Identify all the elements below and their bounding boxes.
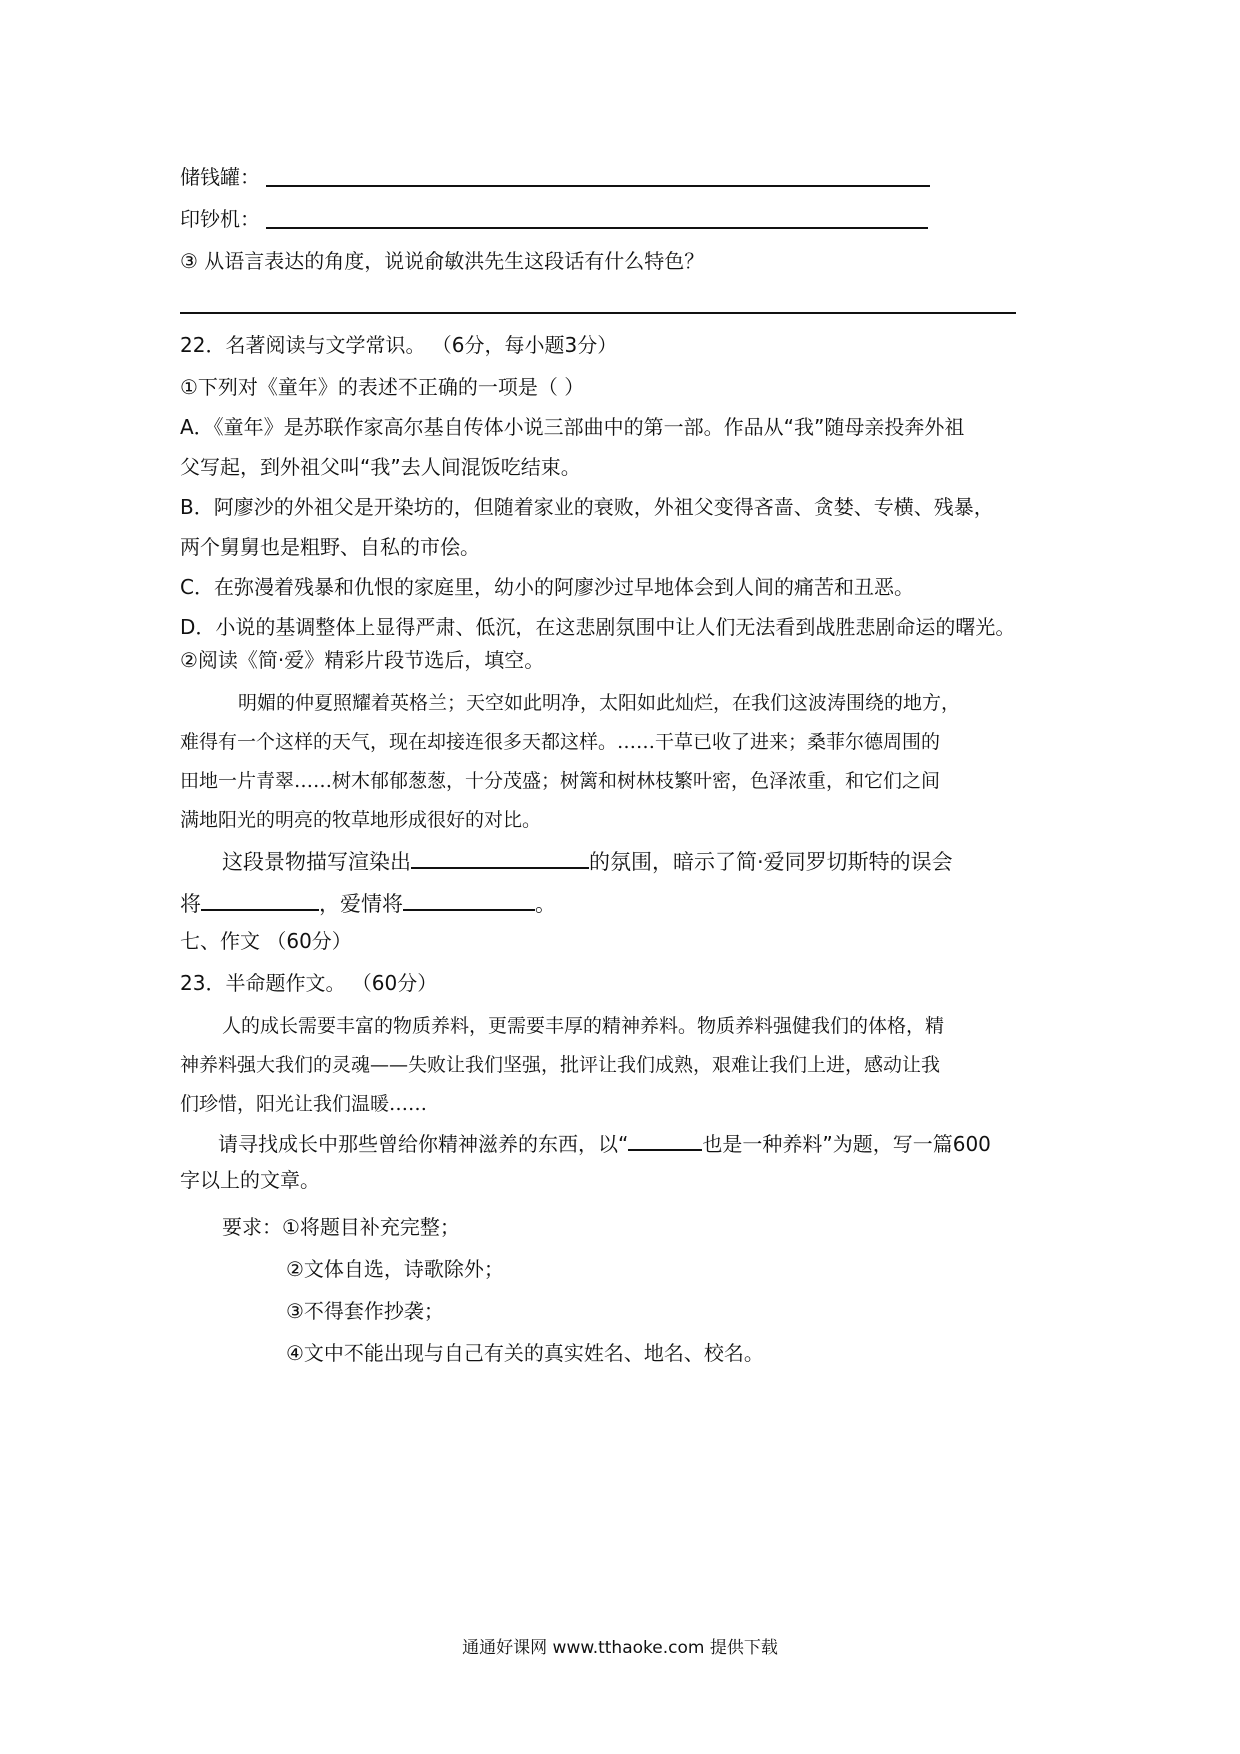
- jane-eyre-excerpt-line3: 田地一片青翠……树木郁郁葱葱，十分茂盛；树篱和树林枝繁叶密，色泽浓重，和它们之间: [180, 770, 941, 792]
- essay-intro-line2: 神养料强大我们的灵魂——失败让我们坚强，批评让我们成熟，艰难让我们上进，感动让我: [180, 1054, 941, 1076]
- option-d: D．小说的基调整体上显得严肃、低沉，在这悲剧氛围中让人们无法看到战胜悲剧命运的曙光。: [180, 615, 1016, 639]
- jane-eyre-excerpt-line4: 满地阳光的明亮的牧草地形成很好的对比。: [180, 809, 542, 831]
- money-printer-label: 印钞机：: [180, 207, 260, 231]
- jane-eyre-excerpt-line1: 明媚的仲夏照耀着英格兰；天空如此明净，太阳如此灿烂，在我们这波涛围绕的地方，: [238, 692, 961, 714]
- option-c: C．在弥漫着残暴和仇恨的家庭里，幼小的阿廖沙过早地体会到人间的痛苦和丑恶。: [180, 575, 914, 599]
- prompt-a-text: 请寻找成长中那些曾给你精神滋养的东西，以“: [218, 1132, 629, 1156]
- fill-1a-text: 这段景物描写渲染出: [222, 850, 411, 874]
- section7-heading: 七、作文 （60分）: [180, 929, 352, 953]
- option-b-line2: 两个舅舅也是粗野、自私的市侩。: [180, 535, 480, 559]
- essay-intro-line3: 们珍惜，阳光让我们温暖……: [180, 1093, 428, 1115]
- requirement-1: 要求：①将题目补充完整；: [222, 1215, 460, 1239]
- essay-prompt-line2: 字以上的文章。: [180, 1168, 320, 1192]
- prompt-b-text: 也是一种养料”为题，写一篇600: [702, 1132, 991, 1156]
- fill-blank-line2: [180, 887, 556, 919]
- q22-sub1: ①下列对《童年》的表述不正确的一项是（ ）: [180, 375, 585, 399]
- option-b-line1: B．阿廖沙的外祖父是开染坊的，但随着家业的衰败，外祖父变得吝啬、贪婪、专横、残暴，: [180, 495, 994, 519]
- q23-heading: 23．半命题作文。 （60分）: [180, 971, 438, 995]
- jane-eyre-excerpt-line2: 难得有一个这样的天气，现在却接连很多天都这样。……干草已收了进来；桑菲尔德周围的: [180, 731, 941, 753]
- fill-2c-text: 。: [535, 892, 556, 916]
- q21-sub3-answer-line[interactable]: [180, 312, 1016, 314]
- piggy-bank-answer-line[interactable]: [266, 185, 930, 187]
- essay-intro-line1: 人的成长需要丰富的物质养料，更需要丰厚的精神养料。物质养料强健我们的体格，精: [222, 1015, 945, 1037]
- option-a-line1: A．《童年》是苏联作家高尔基自传体小说三部曲中的第一部。作品从“我”随母亲投奔外祖: [180, 415, 965, 439]
- money-printer-answer-line[interactable]: [266, 227, 928, 229]
- love-blank[interactable]: [403, 887, 535, 911]
- atmosphere-blank[interactable]: [411, 845, 589, 869]
- fill-blank-line1: [222, 845, 953, 877]
- requirement-3: ③不得套作抄袭；: [286, 1299, 444, 1323]
- requirement-2: ②文体自选，诗歌除外；: [286, 1257, 504, 1281]
- q22-heading: 22．名著阅读与文学常识。 （6分，每小题3分）: [180, 333, 618, 357]
- misunderstanding-blank[interactable]: [201, 887, 319, 911]
- requirement-4: ④文中不能出现与自己有关的真实姓名、地名、校名。: [286, 1341, 764, 1365]
- option-a-line2: 父写起，到外祖父叫“我”去人间混饭吃结束。: [180, 455, 581, 479]
- piggy-bank-label: 储钱罐：: [180, 165, 260, 189]
- footer-credit: 通通好课网 www.tthaoke.com 提供下载: [462, 1638, 778, 1658]
- essay-prompt-line1: [218, 1127, 991, 1159]
- fill-1b-text: 的氛围，暗示了简·爱同罗切斯特的误会: [589, 850, 953, 874]
- title-blank[interactable]: [628, 1127, 702, 1151]
- fill-2a-text: 将: [180, 892, 201, 916]
- q22-sub2: ②阅读《简·爱》精彩片段节选后，填空。: [180, 648, 545, 672]
- fill-2b-text: ，爱情将: [319, 892, 403, 916]
- q21-sub3: ③ 从语言表达的角度，说说俞敏洪先生这段话有什么特色？: [180, 249, 705, 273]
